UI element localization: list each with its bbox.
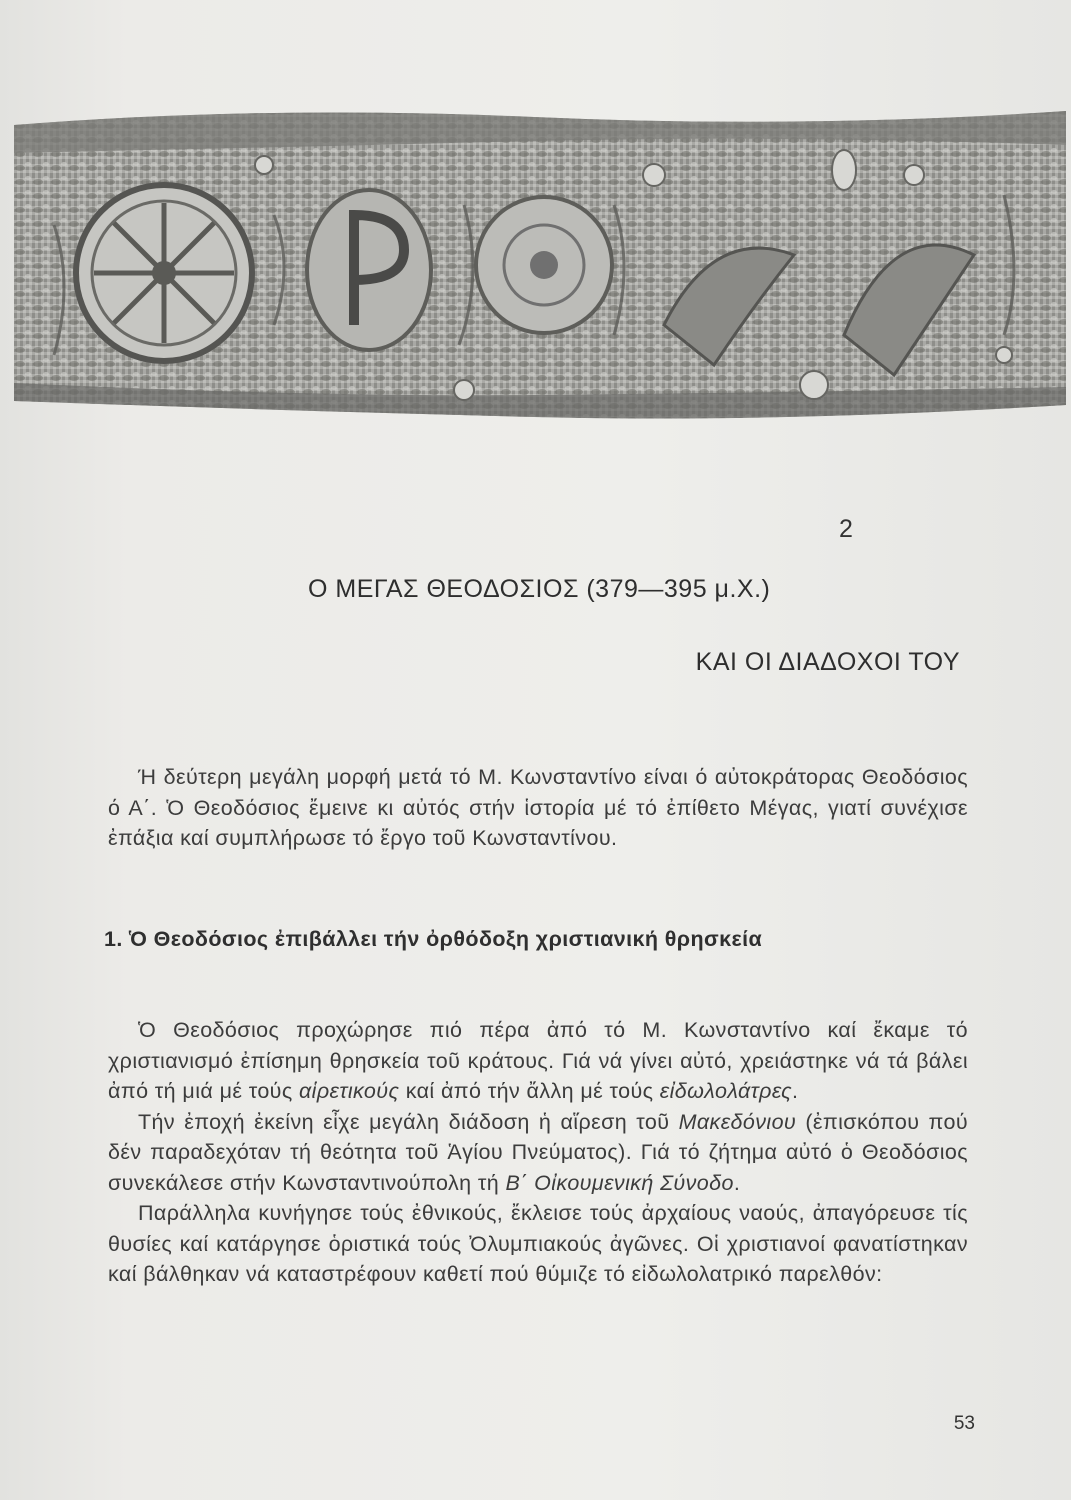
paragraph-2-italic-synod: Β΄ Οἰκουμενική Σύνοδο	[505, 1170, 734, 1195]
chapter-title-line-1: Ο ΜΕΓΑΣ ΘΕΟΔΟΣΙΟΣ (379—395 μ.Χ.)	[308, 575, 771, 603]
paragraph-2-text-a: Τήν ἐποχή ἐκείνη εἶχε μεγάλη διάδοση ἡ αἵρεση τοῦ	[138, 1109, 679, 1134]
paragraph-1-italic-heretics: αἱρετικούς	[298, 1079, 400, 1103]
page-number: 53	[953, 1413, 975, 1434]
paragraph-1-italic-idolaters: εἰδωλολάτρες	[659, 1079, 792, 1103]
chapter-title-line-2: ΚΑΙ ΟΙ ΔΙΑΔΟΧΟΙ ΤΟΥ	[695, 648, 960, 676]
paragraph-2-text-b: (ἐπισκόπου πού δέν παραδεχόταν τή θεότητα τοῦ Ἁγίου Πνεύματος). Γιά τό ζήτημα αὐτό ὁ Θεοδόσιος συνεκάλεσε στήν Κωνσταντινούπολη τή	[108, 1109, 968, 1195]
paragraph-2-italic-macedonius: Μακεδόνιου	[678, 1109, 797, 1134]
section-heading: 1. Ὁ Θεοδόσιος ἐπιβάλλει τήν ὀρθόδοξη χριστιανική θρησκεία	[104, 927, 763, 951]
section-body	[108, 1015, 968, 1290]
intro-text: Ή δεύτερη μεγάλη μορφή μετά τό Μ. Κωνσταντίνο είναι ό αὐτοκράτορας Θεοδόσιος ό Α΄. Ὁ Θεοδόσιος ἔμεινε κι αὐτός στήν ἱστορία μέ τό ἐπίθετο Μέγας, γιατί συνέχισε ἐπάξια καί συμπλήρωσε τό ἔργο τοῦ Κωνσταντίνου.	[108, 765, 968, 850]
section-paragraph-2	[108, 1107, 968, 1199]
intro-paragraph	[108, 762, 968, 854]
paragraph-1-text-b: καί ἀπό τήν ἄλλη μέ τούς	[399, 1079, 660, 1103]
paragraph-2-text-c: .	[733, 1170, 741, 1195]
chapter-number: 2	[839, 515, 853, 543]
paragraph-1-text-c: .	[791, 1079, 799, 1103]
section-paragraph-1	[108, 1015, 968, 1107]
section-paragraph-3: Παράλληλα κυνήγησε τούς ἐθνικούς, ἔκλεισε τούς ἀρχαίους ναούς, ἀπαγόρευσε τίς θυσίες καί κατάργησε ὁριστικά τούς Ὀλυμπιακούς ἀγῶνες. Οἱ χριστιανοί φανατίστηκαν καί βάλθηκαν νά καταστρέφουν καθετί πού θύμιζε τό εἰδωλολατρικό παρελθόν:	[108, 1201, 968, 1286]
paragraph-1-text-a: Ὁ Θεοδόσιος προχώρησε πιό πέρα ἀπό τό Μ. Κωνσταντίνο καί ἔκαμε τό χριστιανισμό ἐπίσημη θρησκεία τοῦ κράτους. Γιά νά γίνει αὐτό, χρειάστηκε νά τά βάλει ἀπό τή μιά μέ τούς	[108, 1018, 968, 1103]
embroidered-textile-band-icon	[14, 105, 1066, 425]
